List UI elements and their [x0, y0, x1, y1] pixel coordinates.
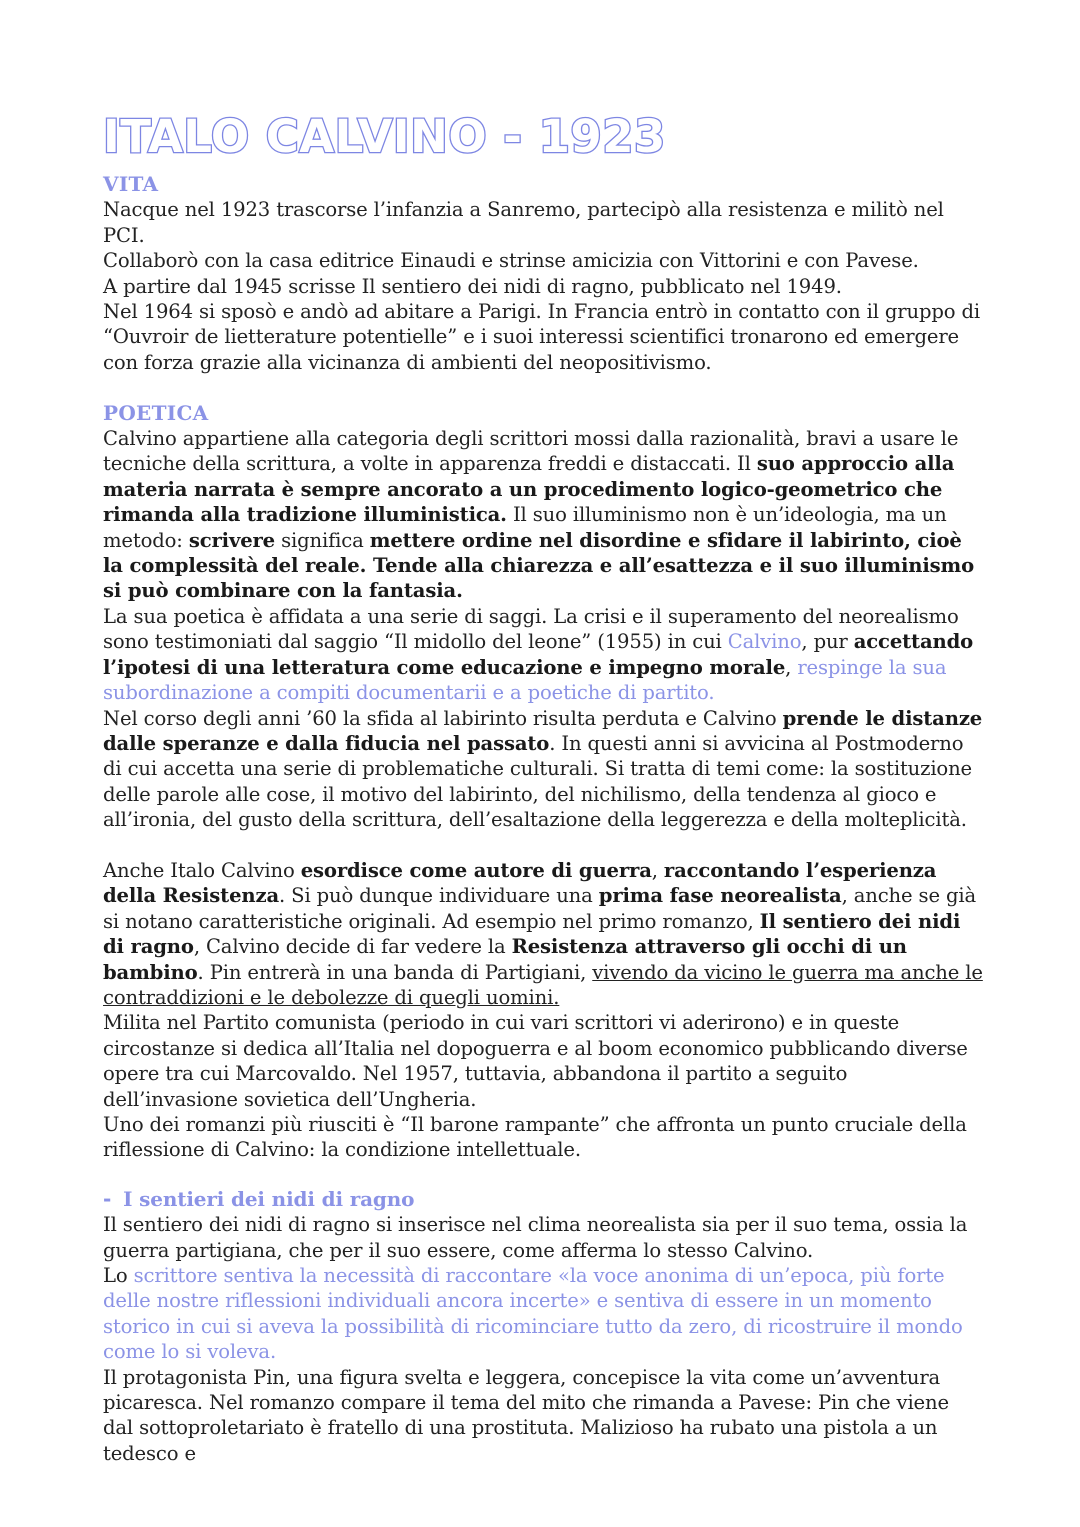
- paragraph: Calvino appartiene alla categoria degli scrittori mossi dalla razionalità, bravi a usare le tecniche della scrittura, a volte in apparenza freddi e distaccati. Il suo approccio alla materia narrata è sempre ancorato a un procedimento logico-geometrico che rimanda alla tradizione illuministica. Il suo illuminismo non è un’ideologia, ma un metodo: scrivere significa mettere ordine nel disordine e sfidare il labirinto, cioè la complessità del reale. Tende alla chiarezza e all’esattezza e il suo illuminismo si può combinare con la fantasia.: [103, 427, 975, 603]
- paragraph: Milita nel Partito comunista (periodo in cui vari scrittori vi aderirono) e in queste circostanze si dedica all’Italia nel dopoguerra e al boom economico pubblicando diverse opere tra cui Marcovaldo. Nel 1957, tuttavia, abbandona il partito a seguito dell’invasione sovietica dell’Ungheria.: [103, 1011, 968, 1111]
- subsection-heading: - I sentieri dei nidi di ragno: [103, 1186, 415, 1211]
- paragraph: La sua poetica è affidata a una serie di saggi. La crisi e il superamento del neorealismo sono testimoniati dal saggio “Il midollo del leone” (1955) in cui Calvino, pur accettando l’ipotesi di una letteratura come educazione e impegno morale, respinge la sua subordinazione a compiti documentarii e a poetiche di partito.: [103, 604, 974, 705]
- paragraph: Uno dei romanzi più riusciti è “Il barone rampante” che affronta un punto cruciale della riflessione di Calvino: la condizione intellettuale.: [103, 1113, 967, 1162]
- document-page: [103, 108, 983, 1466]
- paragraph: Anche Italo Calvino esordisce come autore di guerra, raccontando l’esperienza della Resistenza. Si può dunque individuare una prima fase neorealista, anche se già si notano caratteristiche originali. Ad esempio nel primo romanzo, Il sentiero dei nidi di ragno, Calvino decide di far vedere la Resistenza attraverso gli occhi di un bambino. Pin entrerà in una banda di Partigiani, vivendo da vicino le guerra ma anche le contraddizioni e le debolezze di quegli uomini.: [103, 858, 983, 1009]
- paragraph: Il sentiero dei nidi di ragno si inserisce nel clima neorealista sia per il suo tema, ossia la guerra partigiana, che per il suo essere, come afferma lo stesso Calvino.: [103, 1213, 968, 1262]
- paragraph: Lo scrittore sentiva la necessità di raccontare «la voce anonima di un’epoca, più forte delle nostre riflessioni individuali ancora incerte» e sentiva di essere in un momento storico in cui si aveva la possibilità di ricominciare tutto da zero, di ricostruire il mondo come lo si voleva.: [103, 1264, 963, 1364]
- paragraph: Nel 1964 si sposò e andò ad abitare a Parigi. In Francia entrò in contatto con il gruppo di “Ouvroir de lietterature potentielle” e i suoi interessi scientifici tronarono ed emergere con forza grazie alla vicinanza di ambienti del neopositivismo.: [103, 300, 981, 374]
- page-title: ITALO CALVINO - 1923: [103, 110, 666, 163]
- paragraph: A partire dal 1945 scrisse Il sentiero dei nidi di ragno, pubblicato nel 1949.: [103, 274, 842, 298]
- paragraph: Nacque nel 1923 trascorse l’infanzia a Sanremo, partecipò alla resistenza e militò nel PCI.: [103, 198, 944, 247]
- paragraph: Nel corso degli anni ’60 la sfida al labirinto risulta perduta e Calvino prende le distanze dalle speranze e dalla fiducia nel passato. In questi anni si avvicina al Postmoderno di cui accetta una serie di problematiche culturali. Si tratta di temi come: la sostituzione delle parole alle cose, il motivo del labirinto, del nichilismo, della tendenza al gioco e all’ironia, del gusto della scrittura, dell’esaltazione della leggerezza e della molteplicità.: [103, 706, 983, 832]
- section-heading-poetica: POETICA: [103, 400, 209, 425]
- section-heading-vita: VITA: [103, 172, 159, 196]
- paragraph: Collaborò con la casa editrice Einaudi e strinse amicizia con Vittorini e con Pavese.: [103, 249, 919, 273]
- dash-bullet: -: [103, 1186, 112, 1211]
- paragraph: Il protagonista Pin, una figura svelta e leggera, concepisce la vita come un’avventura picaresca. Nel romanzo compare il tema del mito che rimanda a Pavese: Pin che viene dal sottoproletariato è fratello di una prostituta. Malizioso ha rubato una pistola a un tedesco e: [103, 1365, 949, 1465]
